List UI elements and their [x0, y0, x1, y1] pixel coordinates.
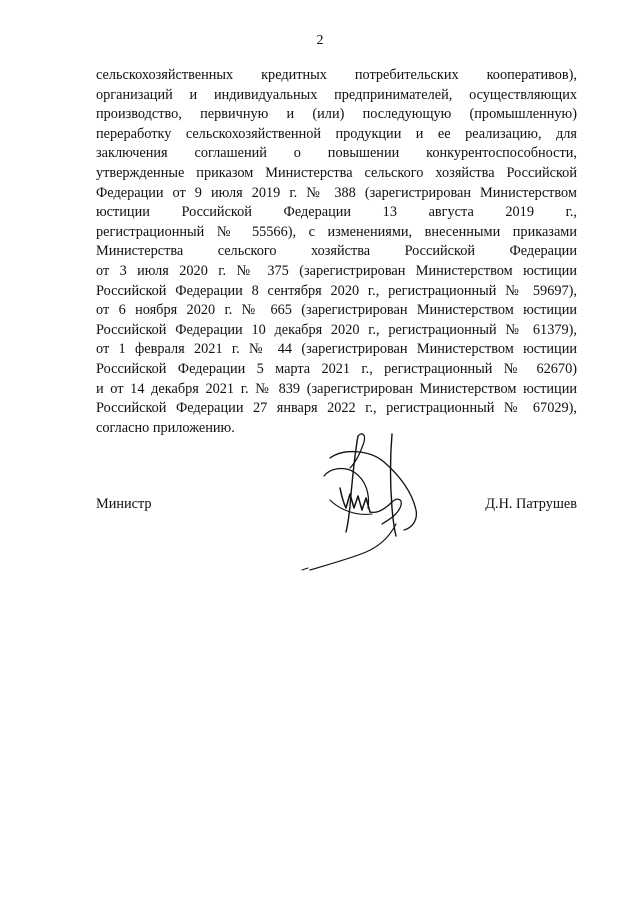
- text-line: производство, первичную и (или) последующую (промышленную): [96, 106, 577, 123]
- text-line: Российской Федерации 10 декабря 2020 г., регистрационный № 61379),: [96, 321, 577, 338]
- handwritten-signature: [300, 428, 440, 578]
- text-line: сельскохозяйственных кредитных потребительских кооперативов),: [96, 67, 577, 83]
- text-line: и от 14 декабря 2021 г. № 839 (зарегистрирован Министерством юстиции: [96, 380, 577, 397]
- text-line: заключения соглашений о повышении конкурентоспособности,: [96, 145, 577, 162]
- signatory-name: Д.Н. Патрушев: [485, 496, 577, 512]
- text-line: от 1 февраля 2021 г. № 44 (зарегистрирован Министерством юстиции: [96, 341, 577, 358]
- text-line: от 3 июля 2020 г. № 375 (зарегистрирован Министерством юстиции: [96, 262, 577, 279]
- text-line: от 6 ноября 2020 г. № 665 (зарегистрирован Министерством юстиции: [96, 302, 577, 319]
- text-line: Министерства сельского хозяйства Российской Федерации: [96, 243, 577, 260]
- text-line: юстиции Российской Федерации 13 августа 2019 г.,: [96, 204, 577, 221]
- signatory-title: Министр: [96, 496, 152, 512]
- text-line: Российской Федерации 5 марта 2021 г., регистрационный № 62670): [96, 360, 577, 377]
- text-line: Российской Федерации 8 сентября 2020 г., регистрационный № 59697),: [96, 282, 577, 299]
- text-line: Российской Федерации 27 января 2022 г., регистрационный № 67029),: [96, 400, 577, 417]
- text-line: согласно приложению.: [96, 419, 235, 436]
- text-line: переработку сельскохозяйственной продукции и ее реализацию, для: [96, 125, 577, 142]
- text-line: организаций и индивидуальных предпринимателей, осуществляющих: [96, 86, 577, 103]
- body-text: [96, 66, 577, 438]
- text-line: утвержденные приказом Министерства сельского хозяйства Российской: [96, 164, 577, 181]
- text-line: Федерации от 9 июля 2019 г. № 388 (зарегистрирован Министерством: [96, 184, 577, 201]
- text-line: регистрационный № 55566), с изменениями, внесенными приказами: [96, 223, 577, 240]
- page-number: 2: [316, 33, 324, 48]
